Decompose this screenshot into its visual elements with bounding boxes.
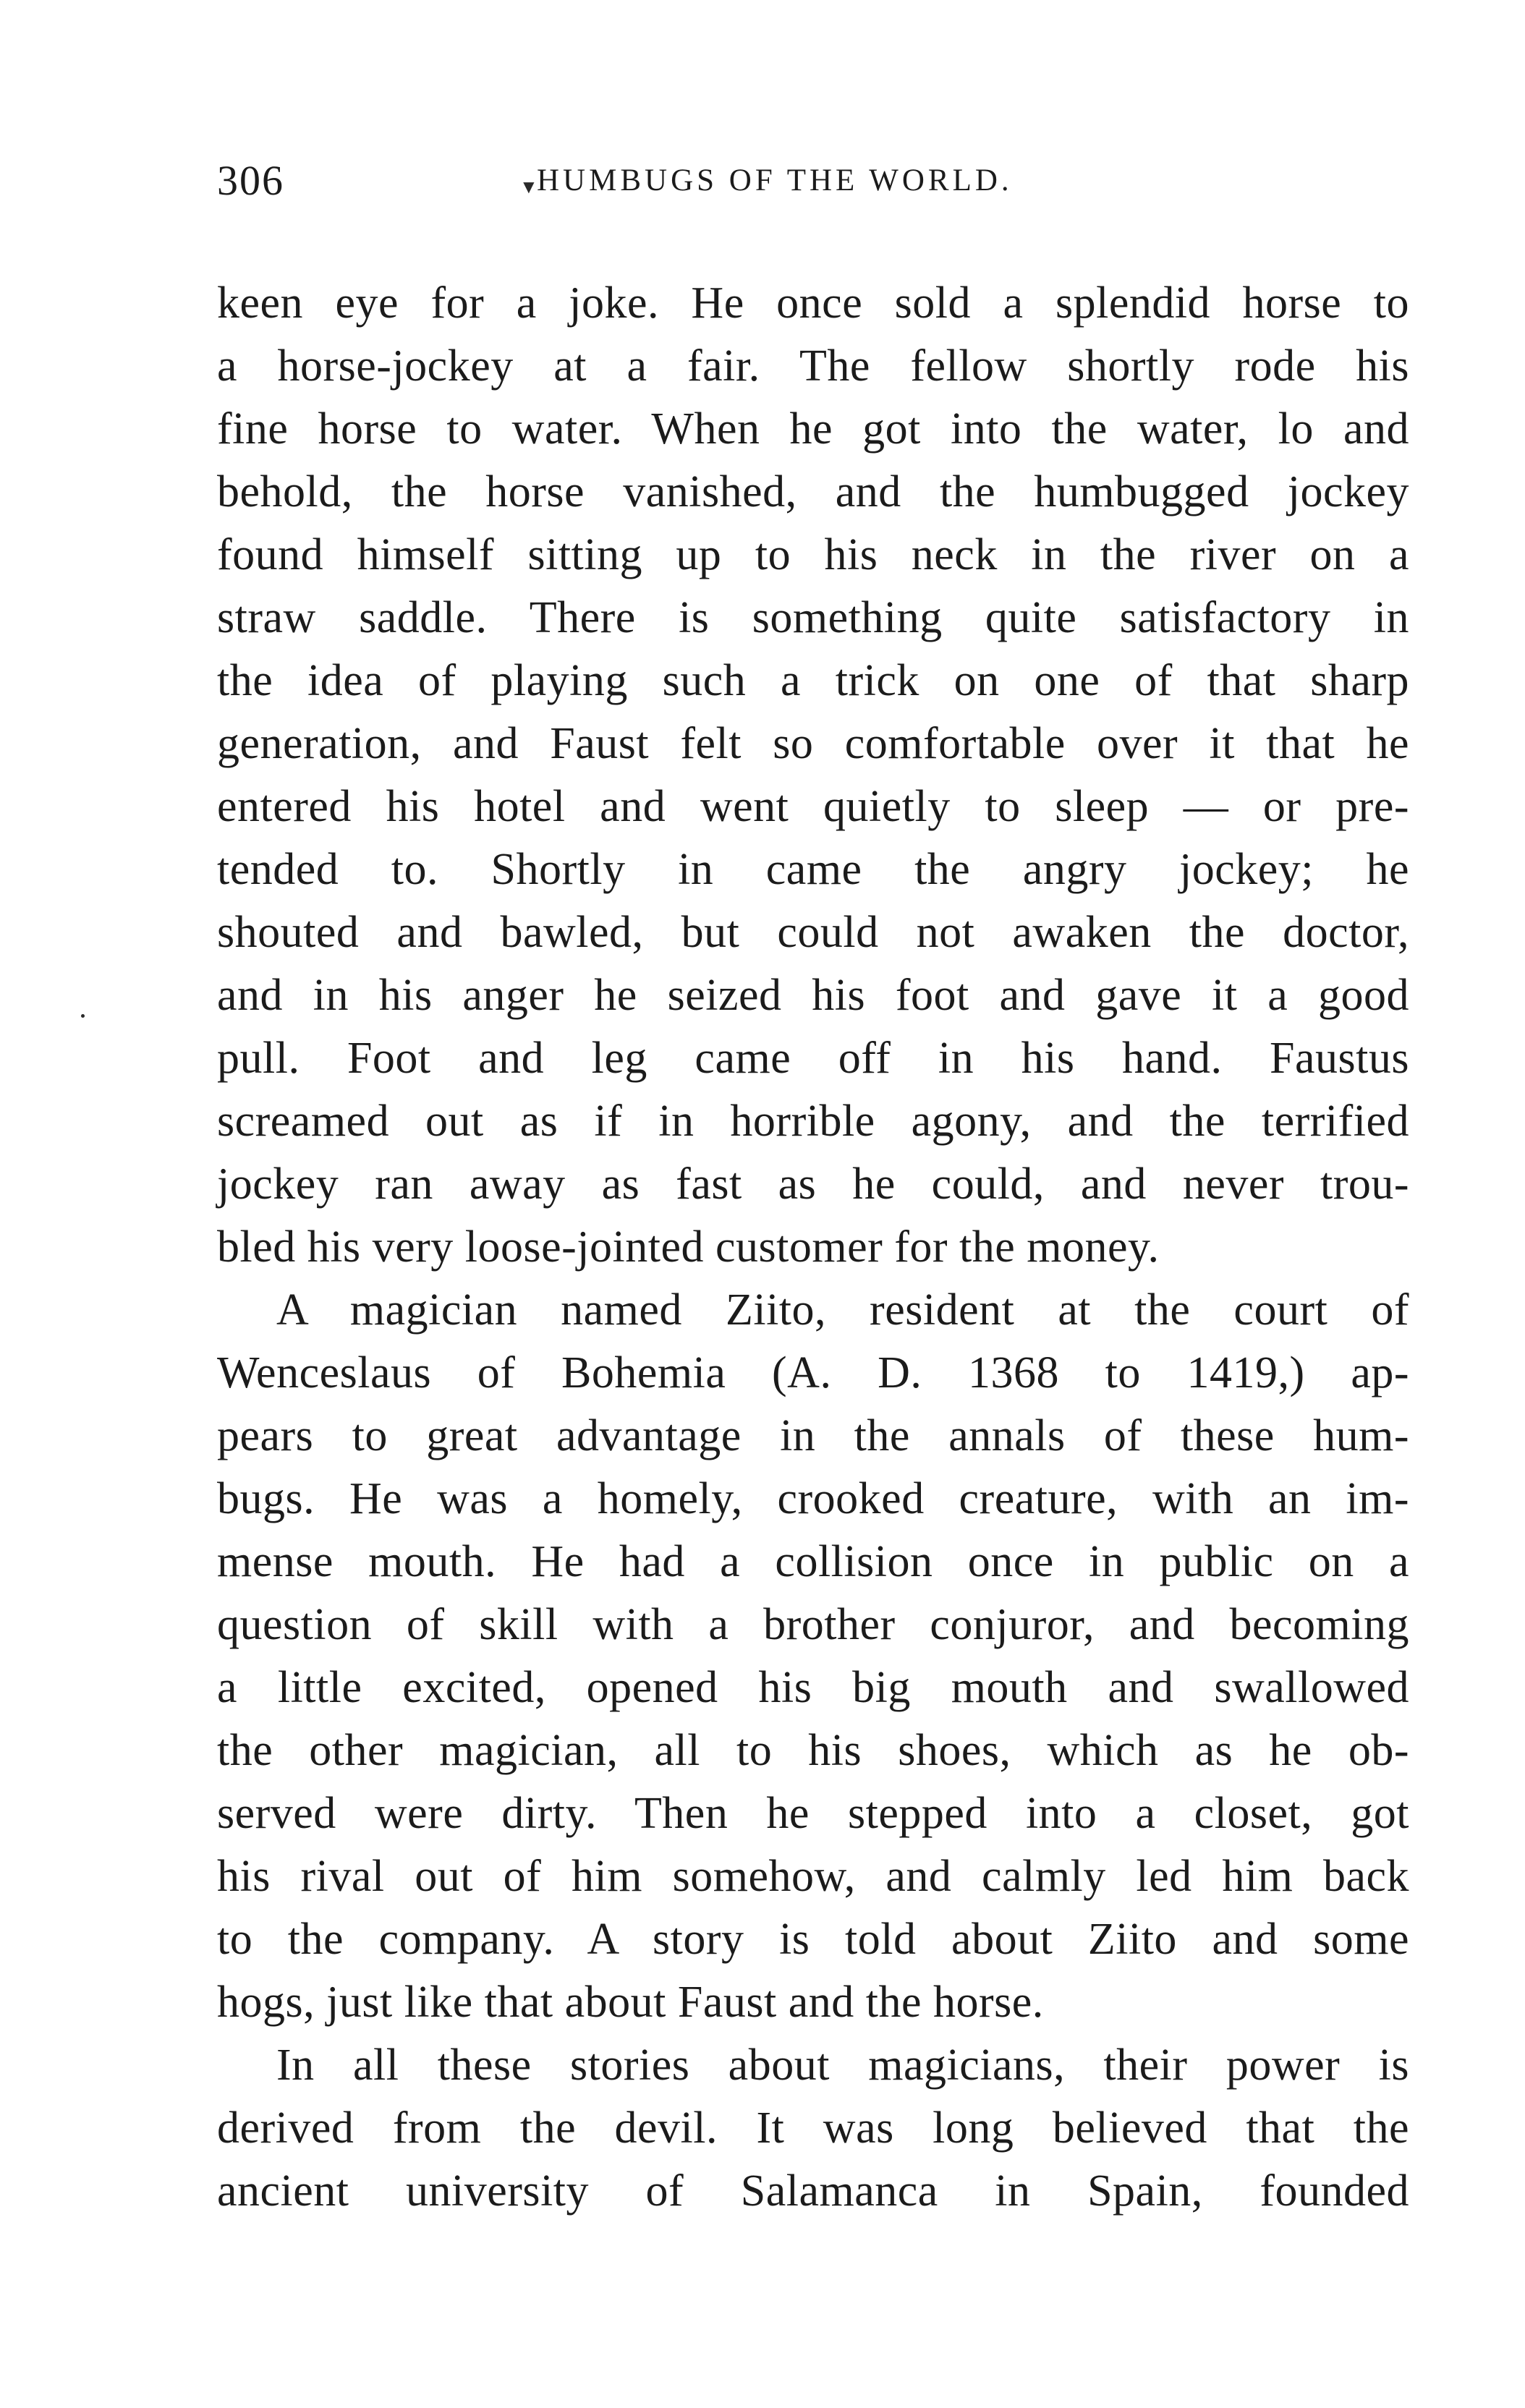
text-line: and in his anger he seized his foot and gave it a good — [217, 971, 1409, 1020]
text-line: to the company. A story is told about Ziito and some — [217, 1915, 1409, 1964]
text-line: entered his hotel and went quietly to sleep — or pre- — [217, 782, 1409, 831]
text-line: the other magician, all to his shoes, which as he ob- — [217, 1726, 1409, 1775]
text-line: pears to great advantage in the annals of these hum- — [217, 1411, 1409, 1460]
text-line: hogs, just like that about Faust and the horse. — [217, 1978, 1044, 2027]
paragraph-start-line: In all these stories about magicians, their power is — [276, 2041, 1409, 2090]
text-line: screamed out as if in horrible agony, and the terrified — [217, 1097, 1409, 1146]
text-line: straw saddle. There is something quite satisfactory in — [217, 593, 1409, 642]
text-line: bled his very loose-jointed customer for the money. — [217, 1222, 1160, 1272]
text-line: mense mouth. He had a collision once in public on a — [217, 1537, 1409, 1586]
text-line: derived from the devil. It was long believed that the — [217, 2103, 1409, 2153]
text-line: a horse-jockey at a fair. The fellow shortly rode his — [217, 341, 1409, 391]
running-head — [217, 152, 1403, 210]
text-line: shouted and bawled, but could not awaken the doctor, — [217, 908, 1409, 957]
body-text — [217, 272, 1409, 2223]
text-line: pull. Foot and leg came off in his hand. Faustus — [217, 1034, 1409, 1083]
text-line: fine horse to water. When he got into the water, lo and — [217, 404, 1409, 454]
text-line: a little excited, opened his big mouth and swallowed — [217, 1663, 1409, 1712]
paragraph-start-line: A magician named Ziito, resident at the court of — [276, 1285, 1409, 1335]
text-line: tended to. Shortly in came the angry jockey; he — [217, 845, 1409, 894]
page-number: 306 — [217, 157, 284, 204]
text-line: found himself sitting up to his neck in the river on a — [217, 530, 1409, 579]
text-line: ancient university of Salamanca in Spain, founded — [217, 2166, 1409, 2216]
text-line: keen eye for a joke. He once sold a splendid horse to — [217, 278, 1409, 328]
text-line: his rival out of him somehow, and calmly led him back — [217, 1852, 1409, 1901]
text-line: bugs. He was a homely, crooked creature, with an im- — [217, 1474, 1409, 1523]
text-line: served were dirty. Then he stepped into a closet, got — [217, 1789, 1409, 1838]
printer-mark-icon: ▼ — [519, 176, 538, 197]
text-line: behold, the horse vanished, and the humbugged jockey — [217, 467, 1409, 516]
text-line: Wenceslaus of Bohemia (A. D. 1368 to 1419,) ap- — [217, 1348, 1409, 1397]
text-line: question of skill with a brother conjuror, and becoming — [217, 1600, 1409, 1649]
margin-speck — [81, 1014, 85, 1018]
text-line: generation, and Faust felt so comfortable over it that he — [217, 719, 1409, 768]
text-line: jockey ran away as fast as he could, and never trou- — [217, 1160, 1409, 1209]
text-line: the idea of playing such a trick on one of that sharp — [217, 656, 1409, 705]
running-title: HUMBUGS OF THE WORLD. — [537, 163, 1013, 197]
